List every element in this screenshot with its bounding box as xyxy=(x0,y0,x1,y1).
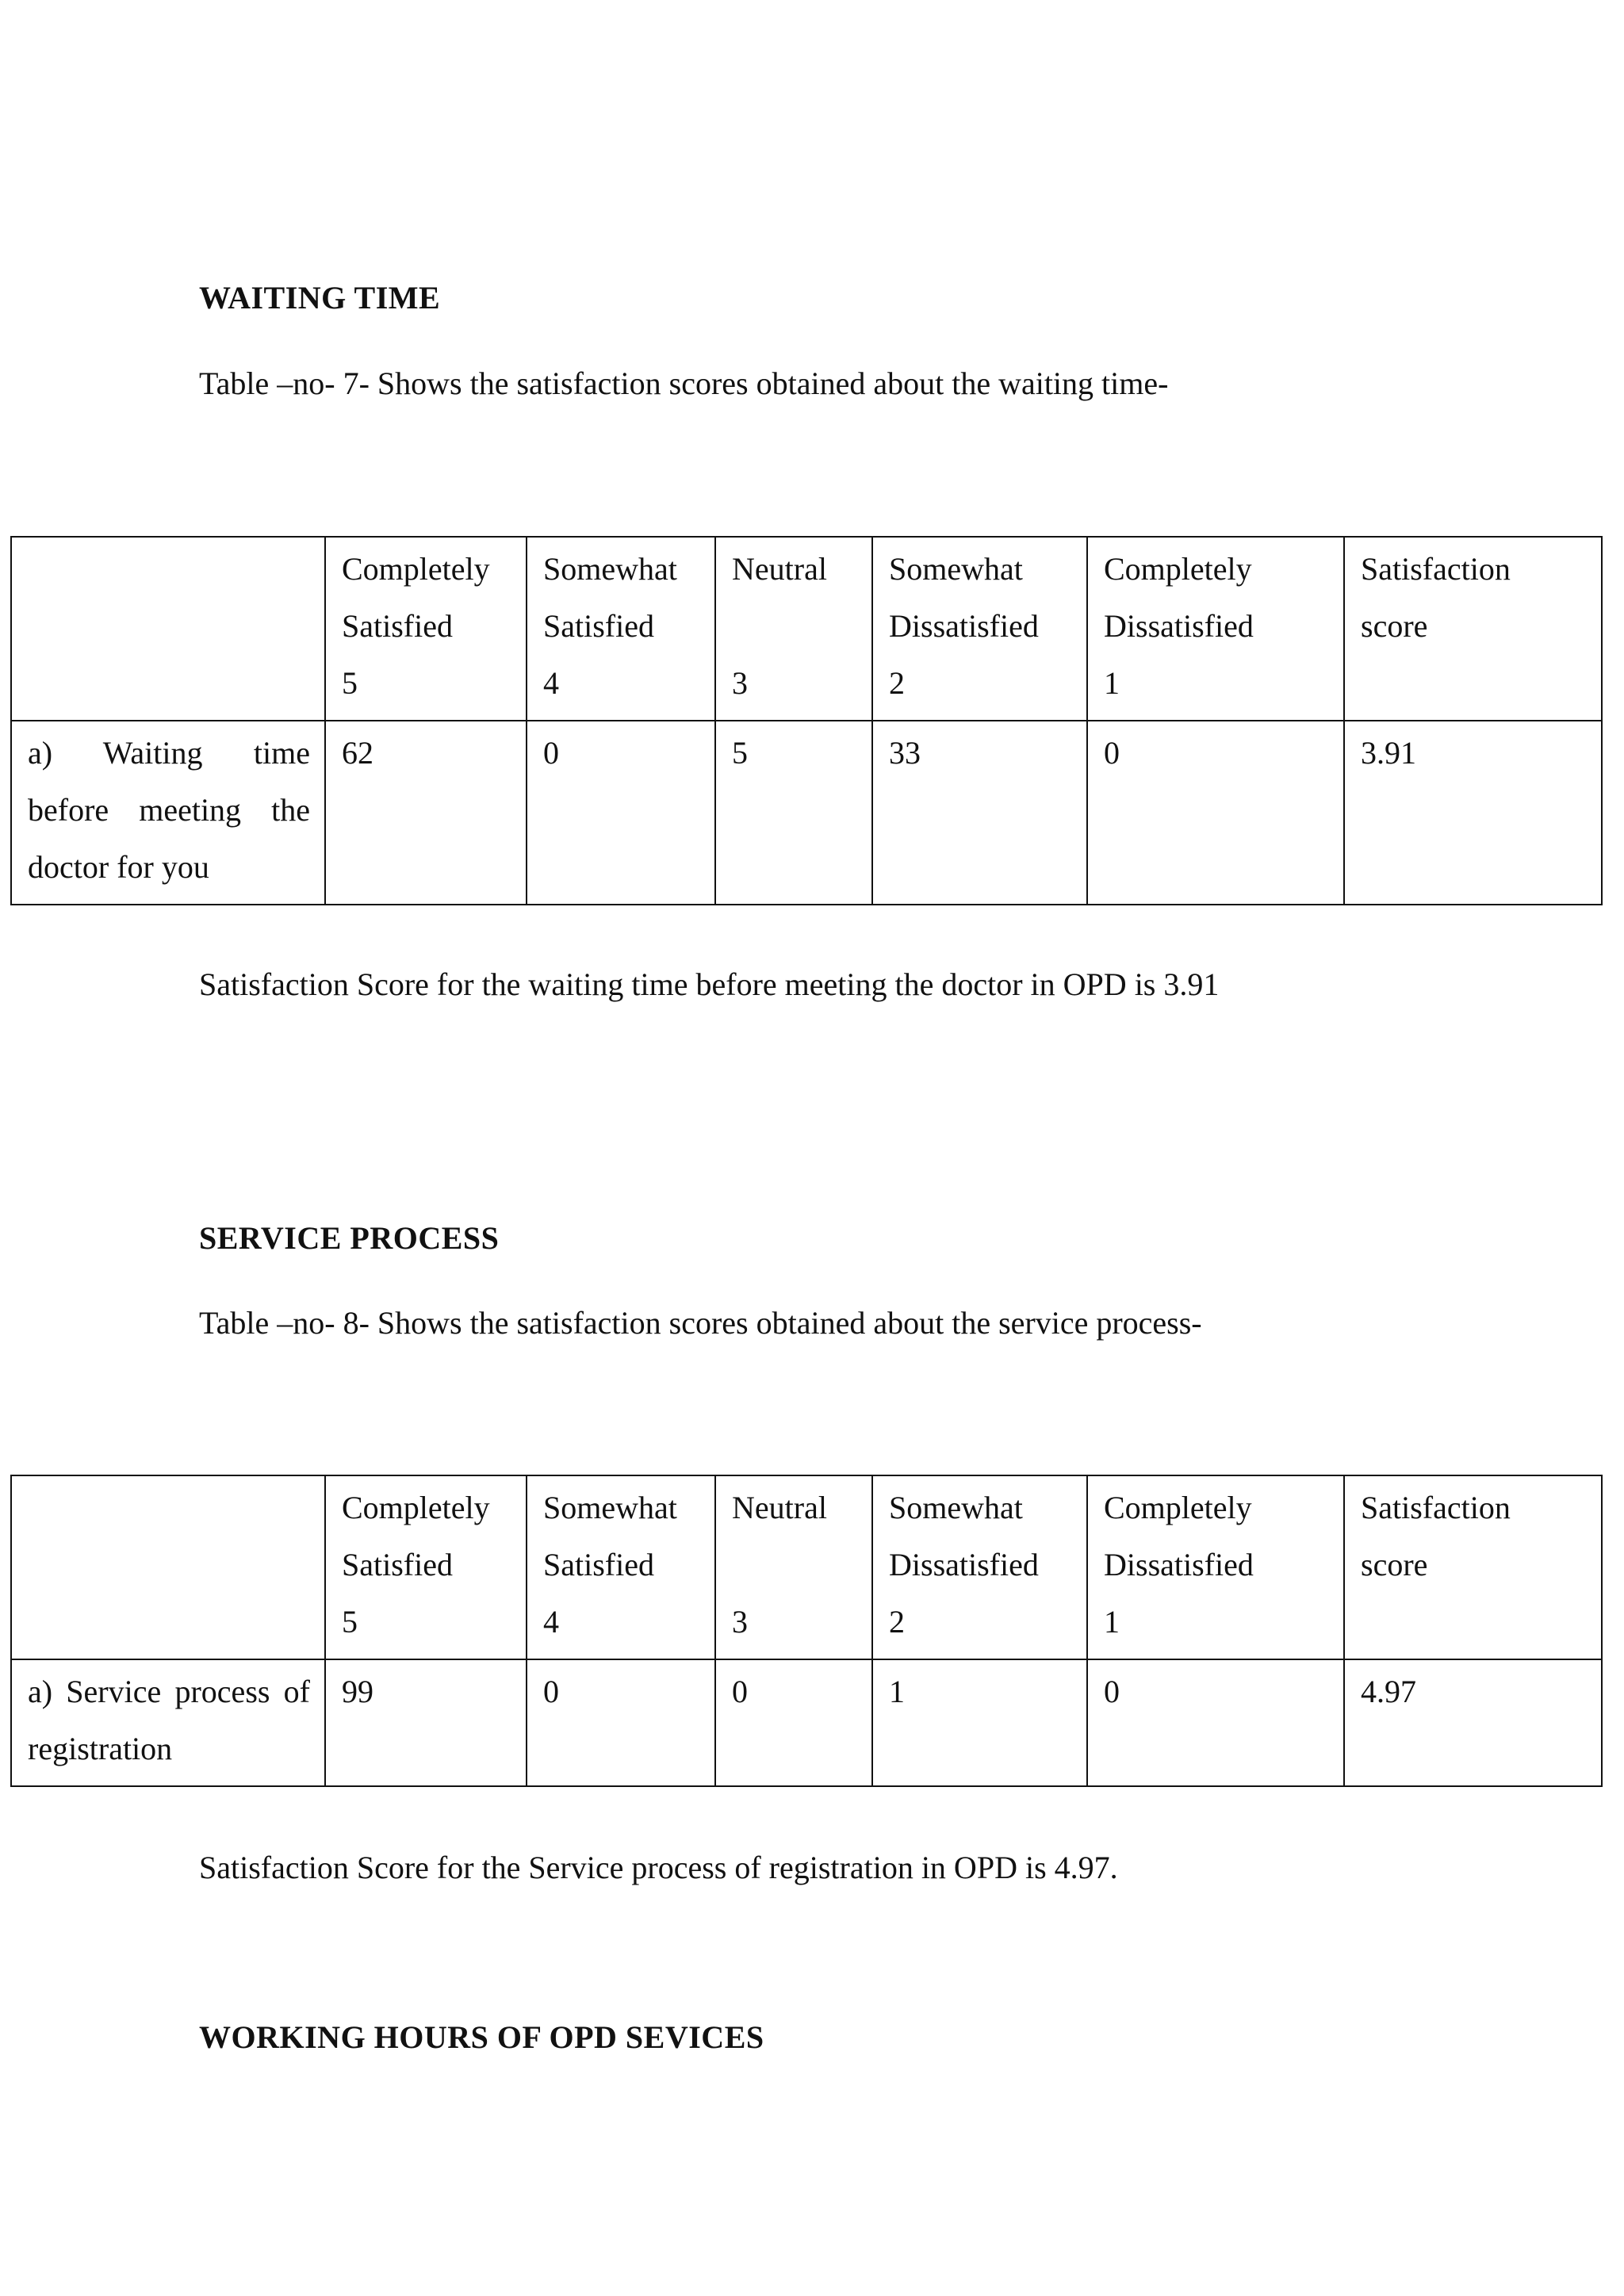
header-cell: Neutral 3 xyxy=(715,1475,872,1659)
header-cell: Somewhat Satisfied 4 xyxy=(527,537,715,721)
score-cell: 4.97 xyxy=(1344,1659,1602,1786)
value-cell: 33 xyxy=(872,721,1087,905)
empty-header-cell xyxy=(11,537,325,721)
empty-header-cell xyxy=(11,1475,325,1659)
header-cell: Neutral 3 xyxy=(715,537,872,721)
value-cell: 0 xyxy=(1087,1659,1344,1786)
waiting-time-table xyxy=(10,536,1603,905)
header-cell: Completely Satisfied 5 xyxy=(325,537,527,721)
header-cell: Satisfaction score xyxy=(1344,1475,1602,1659)
service-process-table xyxy=(10,1475,1603,1787)
table-caption-8: Table –no- 8- Shows the satisfaction scores obtained about the service process- xyxy=(199,1305,1202,1341)
value-cell: 0 xyxy=(527,1659,715,1786)
table-header-row xyxy=(11,537,1602,721)
value-cell: 99 xyxy=(325,1659,527,1786)
table-row xyxy=(11,721,1602,905)
section-heading-waiting-time: WAITING TIME xyxy=(199,280,441,316)
header-cell: Somewhat Dissatisfied 2 xyxy=(872,1475,1087,1659)
row-label-cell: a) Waiting time before meeting the doctor for you xyxy=(11,721,325,905)
header-cell: Completely Dissatisfied 1 xyxy=(1087,537,1344,721)
summary-service-process: Satisfaction Score for the Service process of registration in OPD is 4.97. xyxy=(199,1850,1118,1885)
value-cell: 1 xyxy=(872,1659,1087,1786)
table-caption-7: Table –no- 7- Shows the satisfaction scores obtained about the waiting time- xyxy=(199,365,1169,401)
value-cell: 0 xyxy=(715,1659,872,1786)
header-cell: Satisfaction score xyxy=(1344,537,1602,721)
row-label-cell: a) Service process of registration xyxy=(11,1659,325,1786)
score-cell: 3.91 xyxy=(1344,721,1602,905)
value-cell: 5 xyxy=(715,721,872,905)
value-cell: 62 xyxy=(325,721,527,905)
value-cell: 0 xyxy=(1087,721,1344,905)
header-cell: Somewhat Satisfied 4 xyxy=(527,1475,715,1659)
header-cell: Completely Dissatisfied 1 xyxy=(1087,1475,1344,1659)
summary-waiting-time: Satisfaction Score for the waiting time before meeting the doctor in OPD is 3.91 xyxy=(199,966,1220,1002)
section-heading-service-process: SERVICE PROCESS xyxy=(199,1220,500,1256)
header-cell: Completely Satisfied 5 xyxy=(325,1475,527,1659)
table-row xyxy=(11,1659,1602,1786)
table-header-row xyxy=(11,1475,1602,1659)
section-heading-working-hours: WORKING HOURS OF OPD SEVICES xyxy=(199,2019,764,2055)
header-cell: Somewhat Dissatisfied 2 xyxy=(872,537,1087,721)
value-cell: 0 xyxy=(527,721,715,905)
